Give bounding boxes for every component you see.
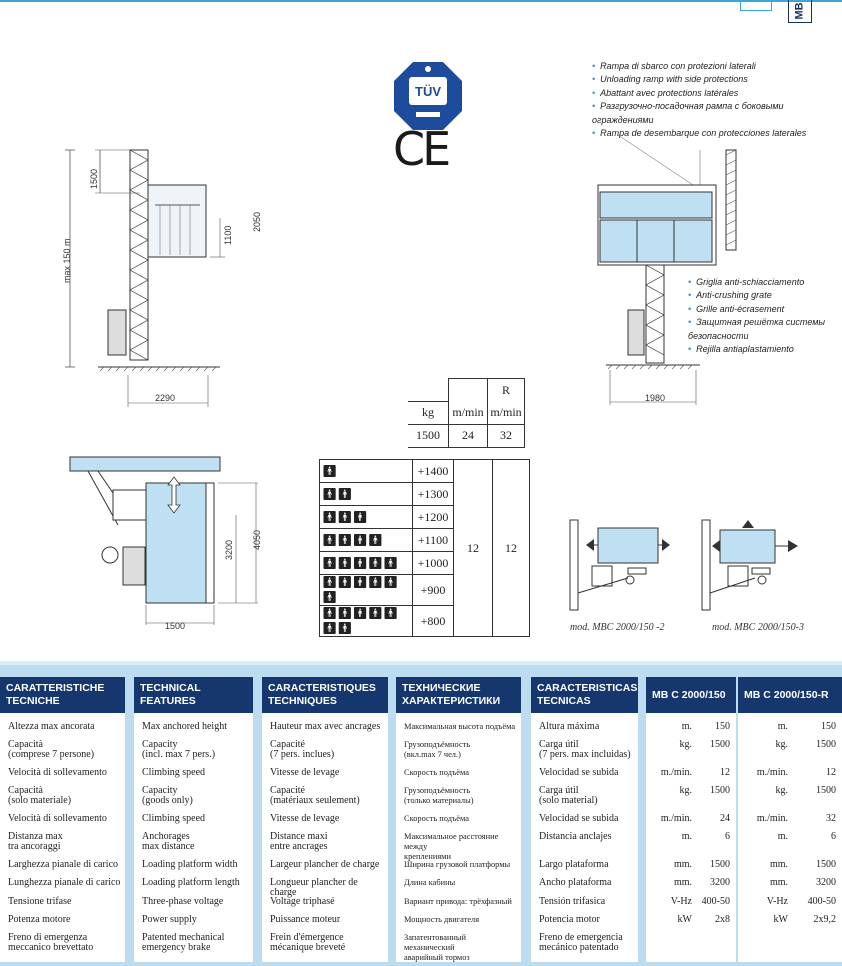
- load-row: +1200: [413, 506, 454, 529]
- spec-label: Velocità di sollevamento: [8, 767, 107, 778]
- grate-note-fr: • Grille anti-écrasement: [688, 303, 838, 316]
- grate-notes: [688, 276, 838, 356]
- dim-1100: 1100: [223, 225, 233, 245]
- spec-value: 2x9,2: [813, 914, 836, 925]
- spec-label: Скорость подъёма: [404, 768, 469, 777]
- specs-header-ru: ТЕХНИЧЕСКИЕ ХАРАКТЕРИСТИКИ: [396, 677, 521, 713]
- spec-unit: kW: [677, 914, 692, 925]
- load-row: +1100: [413, 529, 454, 552]
- specs-header-en: TECHNICAL FEATURES: [134, 677, 253, 713]
- spec-label: Скорость подъёма: [404, 814, 469, 823]
- spec-label: Largo plataforma: [539, 859, 609, 870]
- grate-note-en: • Anti-crushing grate: [688, 289, 838, 302]
- spec-label: Tensione trifase: [8, 896, 72, 907]
- spec-unit: mm.: [673, 859, 692, 870]
- spec-value: 1500: [710, 859, 730, 870]
- model-2-drawing: [568, 518, 683, 618]
- spec-value: 150: [821, 721, 836, 732]
- spec-label: Climbing speed: [142, 767, 206, 778]
- speed-table-header: [408, 378, 525, 448]
- spec-label: Capacità (solo materiale): [8, 785, 72, 806]
- load-row: +800: [413, 606, 454, 637]
- spec-label: Longueur plancher de charge: [270, 877, 358, 898]
- persons-load-table: [319, 459, 530, 637]
- ramp-note-it: • Rampa di sbarco con protezioni laterali: [592, 60, 842, 73]
- r-label: R: [488, 379, 525, 402]
- spec-label: Largeur plancher de charge: [270, 859, 380, 870]
- base-kg: 1500: [408, 424, 449, 447]
- dim-3200: 3200: [224, 539, 234, 560]
- spec-label: Freno de emergencia mecánico patentado: [539, 932, 623, 953]
- spec-label: Max anchored height: [142, 721, 227, 732]
- spec-value: 6: [831, 831, 836, 842]
- dim-4050: 4050: [252, 529, 262, 550]
- spec-value: 400-50: [701, 896, 730, 907]
- caption-model-2: mod. MBC 2000/150 -2: [570, 622, 665, 633]
- specs-header-m2: MB C 2000/150-R: [738, 677, 842, 713]
- base-speed-r: 32: [488, 424, 525, 447]
- ramp-notes: [592, 60, 842, 140]
- spec-unit: m./min.: [756, 813, 788, 824]
- persons-6-icon: 🚹︎🚹︎🚹︎🚹︎🚹︎🚹︎: [320, 575, 413, 606]
- ramp-note-es: • Rampa de desembarque con protecciones laterales: [592, 127, 842, 140]
- spec-label: Distanza max tra ancoraggi: [8, 831, 63, 852]
- spec-label: Potenza motore: [8, 914, 71, 925]
- specs-column-en: [134, 677, 253, 962]
- grate-note-ru: • Защитная решётка системы безопасности: [688, 316, 838, 343]
- spec-label: Distancia anclajes: [539, 831, 612, 842]
- spec-label: Tensión trifasica: [539, 896, 606, 907]
- specs-column-es: [531, 677, 638, 962]
- dim-2050: 2050: [252, 211, 262, 232]
- spec-unit: kg.: [679, 785, 692, 796]
- grate-note-it: • Griglia anti-schiacciamento: [688, 276, 838, 289]
- spec-label: Максимальная высота подъёма: [404, 722, 516, 731]
- spec-unit: mm.: [769, 859, 788, 870]
- svg-text:TÜV: TÜV: [415, 84, 441, 99]
- spec-value: 3200: [816, 877, 836, 888]
- spec-label: Larghezza pianale di carico: [8, 859, 119, 870]
- spec-label: Грузоподъёмность (вкл.max 7 чел.): [404, 740, 471, 759]
- spec-label: Hauteur max avec ancrages: [270, 721, 381, 732]
- spec-label: Capacità (comprese 7 persone): [8, 739, 95, 760]
- spec-unit: mm.: [769, 877, 788, 888]
- spec-value: 3200: [710, 877, 730, 888]
- dim-1500-plan: 1500: [165, 621, 186, 631]
- spec-unit: V-Hz: [766, 896, 788, 907]
- dim-2290: 2290: [155, 393, 176, 403]
- spec-value: 1500: [816, 739, 836, 750]
- base-speed: 24: [449, 424, 488, 447]
- spec-label: Loading platform width: [142, 859, 238, 870]
- spec-label: Вариант привода: трёхфазный: [404, 897, 512, 906]
- spec-label: Distance maxi entre ancrages: [270, 831, 328, 852]
- speed-value-r: 12: [493, 460, 530, 637]
- ramp-note-en: • Unloading ramp with side protections: [592, 73, 842, 86]
- spec-label: Запатентованный механический аварийный тормоз: [404, 933, 470, 962]
- top-rule: [0, 0, 842, 2]
- specs-column-ru: [396, 677, 521, 962]
- spec-label: Грузоподъёмность (только материалы): [404, 786, 474, 805]
- side-elevation-drawing: [60, 145, 230, 410]
- speed-unit: m/min: [449, 401, 488, 424]
- spec-label: Capacity (goods only): [142, 785, 193, 806]
- spec-label: Capacity (incl. max 7 pers.): [142, 739, 216, 760]
- front-elevation-drawing: [588, 130, 768, 410]
- model-3-drawing: [700, 518, 805, 618]
- spec-label: Patented mechanical emergency brake: [142, 932, 225, 953]
- spec-unit: kg.: [679, 739, 692, 750]
- load-row: +1300: [413, 483, 454, 506]
- series-tag: MB: [788, 0, 812, 23]
- spec-value: 1500: [710, 739, 730, 750]
- persons-4-icon: 🚹︎🚹︎🚹︎🚹︎: [320, 529, 413, 552]
- spec-label: Максимальное расстояние между креплениями: [404, 832, 499, 861]
- kg-label: kg: [408, 401, 449, 424]
- spec-unit: kg.: [775, 739, 788, 750]
- spec-unit: m.: [777, 831, 788, 842]
- spec-label: Ширина грузовой платформы: [404, 860, 511, 869]
- grate-note-es: • Rejilla antiaplastamiento: [688, 343, 838, 356]
- persons-3-icon: 🚹︎🚹︎🚹︎: [320, 506, 413, 529]
- ramp-note-ru: • Разгрузочно-посадочная рампа с боковыми ограждениями: [592, 100, 842, 127]
- spec-label: Vitesse de levage: [270, 813, 340, 824]
- spec-value: 2x8: [715, 914, 730, 925]
- spec-label: Three-phase voltage: [142, 896, 224, 907]
- specs-column-fr: [262, 677, 388, 962]
- specs-column-it: [0, 677, 125, 962]
- spec-unit: m./min.: [660, 813, 692, 824]
- spec-label: Длина кабины: [404, 878, 456, 887]
- specs-header-m1: MB C 2000/150: [646, 677, 736, 713]
- spec-label: Velocidad se subida: [539, 767, 619, 778]
- dim-1980: 1980: [645, 393, 666, 403]
- spec-label: Lunghezza pianale di carico: [8, 877, 121, 888]
- spec-unit: m./min.: [756, 767, 788, 778]
- spec-label: Climbing speed: [142, 813, 206, 824]
- plan-view-drawing: [68, 455, 268, 635]
- spec-value: 1500: [710, 785, 730, 796]
- load-row: +1000: [413, 552, 454, 575]
- ce-mark: CE: [393, 122, 449, 176]
- persons-2-icon: 🚹︎🚹︎: [320, 483, 413, 506]
- spec-label: Puissance moteur: [270, 914, 341, 925]
- specs-values-m1: [646, 677, 736, 962]
- spec-unit: mm.: [673, 877, 692, 888]
- spec-value: 12: [826, 767, 836, 778]
- spec-unit: kW: [773, 914, 788, 925]
- spec-value: 400-50: [807, 896, 836, 907]
- speed-value: 12: [454, 460, 493, 637]
- specs-header-es: CARACTERISTICAS TECNICAS: [531, 677, 638, 713]
- dim-1500: 1500: [89, 168, 99, 189]
- spec-label: Anchorages max distance: [142, 831, 195, 852]
- spec-unit: m.: [681, 721, 692, 732]
- spec-label: Carga útil (solo material): [539, 785, 598, 806]
- persons-7-icon: 🚹︎🚹︎🚹︎🚹︎🚹︎🚹︎🚹︎: [320, 606, 413, 637]
- spec-label: Capacité (7 pers. inclues): [270, 739, 335, 760]
- spec-unit: m.: [777, 721, 788, 732]
- spec-value: 1500: [816, 859, 836, 870]
- speed-unit-r: m/min: [488, 401, 525, 424]
- corner-frame: [740, 0, 772, 11]
- spec-value: 32: [826, 813, 836, 824]
- specs-header-fr: CARACTERISTIQUES TECHNIQUES: [262, 677, 388, 713]
- load-row: +900: [413, 575, 454, 606]
- spec-unit: m./min.: [660, 767, 692, 778]
- spec-label: Potencia motor: [539, 914, 600, 925]
- spec-label: Velocità di sollevamento: [8, 813, 107, 824]
- spec-value: 12: [720, 767, 730, 778]
- spec-value: 6: [725, 831, 730, 842]
- spec-label: Power supply: [142, 914, 197, 925]
- spec-label: Voltage triphasé: [270, 896, 335, 907]
- spec-unit: m.: [681, 831, 692, 842]
- spec-unit: kg.: [775, 785, 788, 796]
- spec-label: Мощность двигателя: [404, 915, 480, 924]
- spec-label: Ancho plataforma: [539, 877, 612, 888]
- spec-label: Altezza max ancorata: [8, 721, 95, 732]
- spec-value: 1500: [816, 785, 836, 796]
- spec-label: Vitesse de levage: [270, 767, 340, 778]
- load-row: +1400: [413, 460, 454, 483]
- spec-label: Loading platform length: [142, 877, 240, 888]
- spec-value: 150: [715, 721, 730, 732]
- spec-unit: V-Hz: [670, 896, 692, 907]
- spec-label: Altura máxima: [539, 721, 600, 732]
- spec-label: Freno di emergenza meccanico brevettato: [8, 932, 94, 953]
- caption-model-3: mod. MBC 2000/150-3: [712, 622, 804, 633]
- persons-5-icon: 🚹︎🚹︎🚹︎🚹︎🚹︎: [320, 552, 413, 575]
- spec-label: Frein d'émergence mécanique breveté: [270, 932, 346, 953]
- persons-1-icon: 🚹︎: [320, 460, 413, 483]
- spec-label: Carga útil (7 pers. max incluidas): [539, 739, 631, 760]
- specs-header-it: CARATTERISTICHE TECNICHE: [0, 677, 125, 713]
- spec-label: Capacité (matériaux seulement): [270, 785, 360, 806]
- dim-max-height: max 150 m: [62, 238, 72, 283]
- specs-values-m2: [738, 677, 842, 962]
- spec-value: 24: [720, 813, 730, 824]
- spec-label: Velocidad se subida: [539, 813, 619, 824]
- ramp-note-fr: • Abattant avec protections latérales: [592, 87, 842, 100]
